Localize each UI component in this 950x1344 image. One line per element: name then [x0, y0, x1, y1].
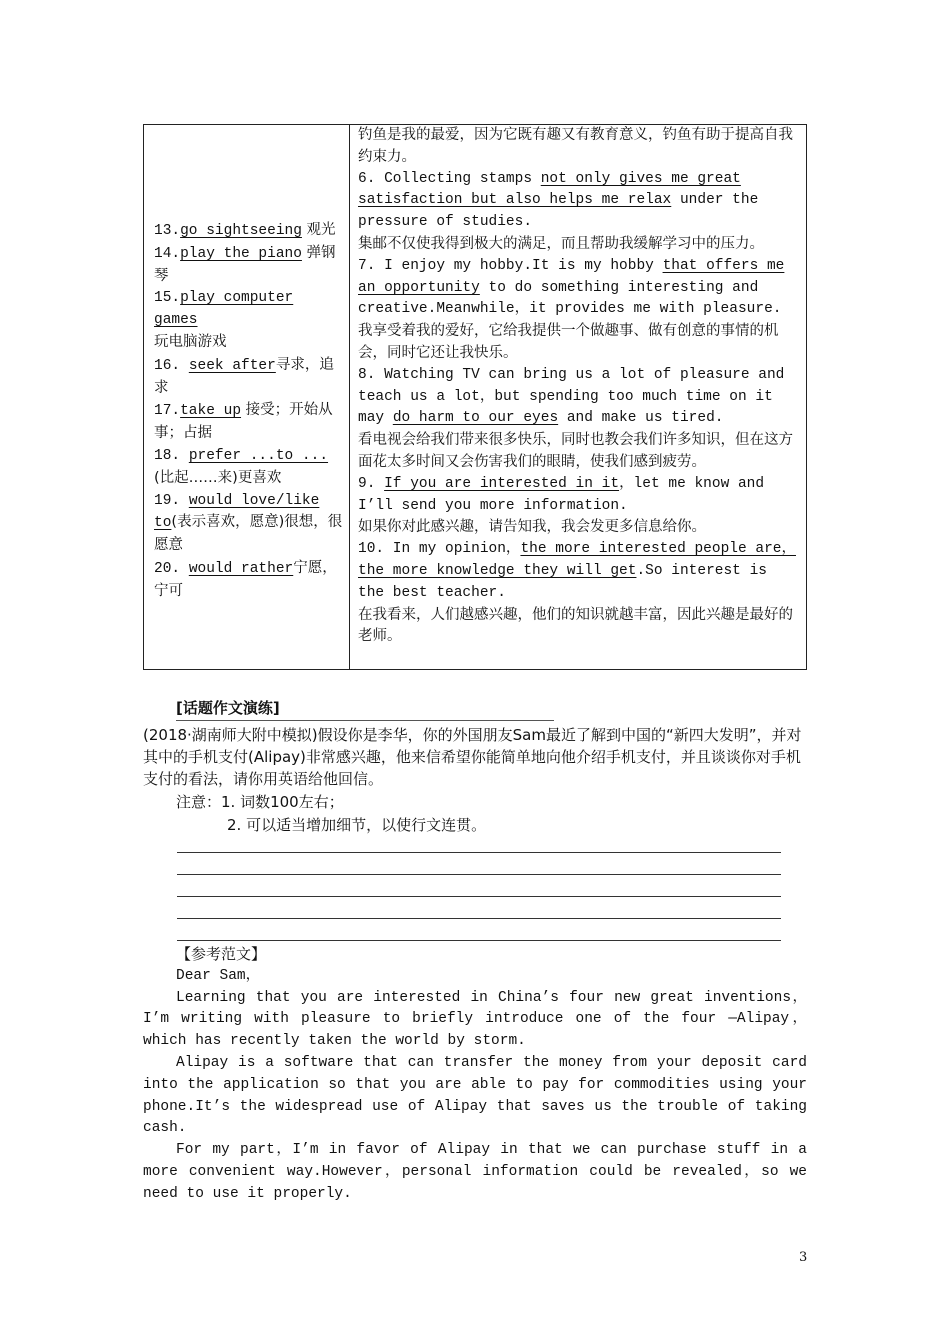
page-number: 3 [799, 1250, 808, 1265]
sentence-translation: 集邮不仅使我得到极大的满足，而且帮助我缓解学习中的压力。 [358, 235, 764, 252]
phrase-item: 19. would love/like to(表示喜欢，愿意)很想，很愿意 [154, 492, 343, 554]
sentence-item: 6. Collecting stamps not only gives me great satisfaction but also helps me relax under the pressure of studies. [358, 170, 759, 231]
sample-greeting: Dear Sam， [176, 967, 261, 984]
sample-paragraph: Alipay is a software that can transfer the money from your deposit card into the application so that you are able to pay for commodities using your phone.It’s the widespread use of Alipay that saves us the trouble of taking cash. [143, 1054, 807, 1137]
answer-line [177, 896, 781, 897]
writing-prompt: (2018·湖南师大附中模拟)假设你是李华，你的外国朋友Sam最近了解到中国的“新四大发明”，并对其中的手机支付(Alipay)非常感兴趣，他来信希望你能简单地向他介绍手机支付，并且谈谈你对手机支付的看法，请你用英语给他回信。 [143, 726, 802, 788]
answer-line [177, 852, 781, 853]
sample-heading: 【参考范文】 [176, 945, 267, 963]
phrase-item: 17.take up 接受；开始从事；占据 [154, 402, 333, 442]
sentence-item: 8. Watching TV can bring us a lot of pleasure and teach us a lot，but spending too much time on it may do harm to our eyes and make us tired. [358, 366, 785, 427]
writing-notes [176, 791, 776, 837]
sentence-item: 10. In my opinion，the more interested people are，the more knowledge they will get.So interest is the best teacher. [358, 541, 796, 601]
phrase-item: 13.go sightseeing 观光 [154, 222, 336, 239]
phrase-item: 20. would rather宁愿，宁可 [154, 559, 337, 599]
sentence-item: 9. If you are interested in it，let me know and I’ll send you more information. [358, 475, 765, 514]
sentence-translation: 钓鱼是我的最爱，因为它既有趣又有教育意义，钓鱼有助于提高自我约束力。 [358, 127, 793, 165]
phrase-item: 15.play computer games 玩电脑游戏 [154, 290, 294, 350]
vocab-table [143, 124, 807, 670]
practice-heading: [话题作文演练] [176, 697, 554, 721]
note-item: 2. 可以适当增加细节，以使行文连贯。 [227, 816, 487, 834]
sentence-translation: 在我看来，人们越感兴趣，他们的知识就越丰富，因此兴趣是最好的老师。 [358, 606, 793, 645]
answer-line [177, 918, 781, 919]
sentence-item: 7. I enjoy my hobby.It is my hobby that offers me an opportunity to do something interesting and creative.Meanwhile，it provides me with pleasure. [358, 257, 785, 318]
phrase-item: 18. prefer ...to ... (比起……来)更喜欢 [154, 447, 329, 486]
answer-line [177, 940, 781, 941]
sentence-translation: 看电视会给我们带来很多快乐，同时也教会我们许多知识，但在这方面花太多时间又会伤害我们的眼睛，使我们感到疲劳。 [358, 432, 793, 470]
sample-paragraph: For my part，I’m in favor of Alipay in that we can purchase stuff in a more convenient way.However，personal information could be revealed，so we need to use it properly. [143, 1142, 807, 1202]
phrase-column [144, 125, 350, 669]
phrase-item: 16. seek after寻求，追求 [154, 356, 334, 396]
sample-paragraph: Learning that you are interested in China’s four new great inventions，I’m writing with pleasure to briefly introduce one of the four —Alipay，which has recently taken the world by storm. [143, 989, 807, 1050]
sentence-column [350, 125, 806, 669]
sentence-translation: 我享受着我的爱好，它给我提供一个做趣事、做有创意的事情的机会，同时它还让我快乐。 [358, 323, 779, 361]
sample-essay [143, 944, 807, 1206]
phrase-item: 14.play the piano 弹钢琴 [154, 244, 336, 284]
sentence-translation: 如果你对此感兴趣，请告知我，我会发更多信息给你。 [358, 519, 706, 536]
note-item: 注意：1. 词数100左右； [176, 793, 344, 811]
answer-line [177, 874, 781, 875]
